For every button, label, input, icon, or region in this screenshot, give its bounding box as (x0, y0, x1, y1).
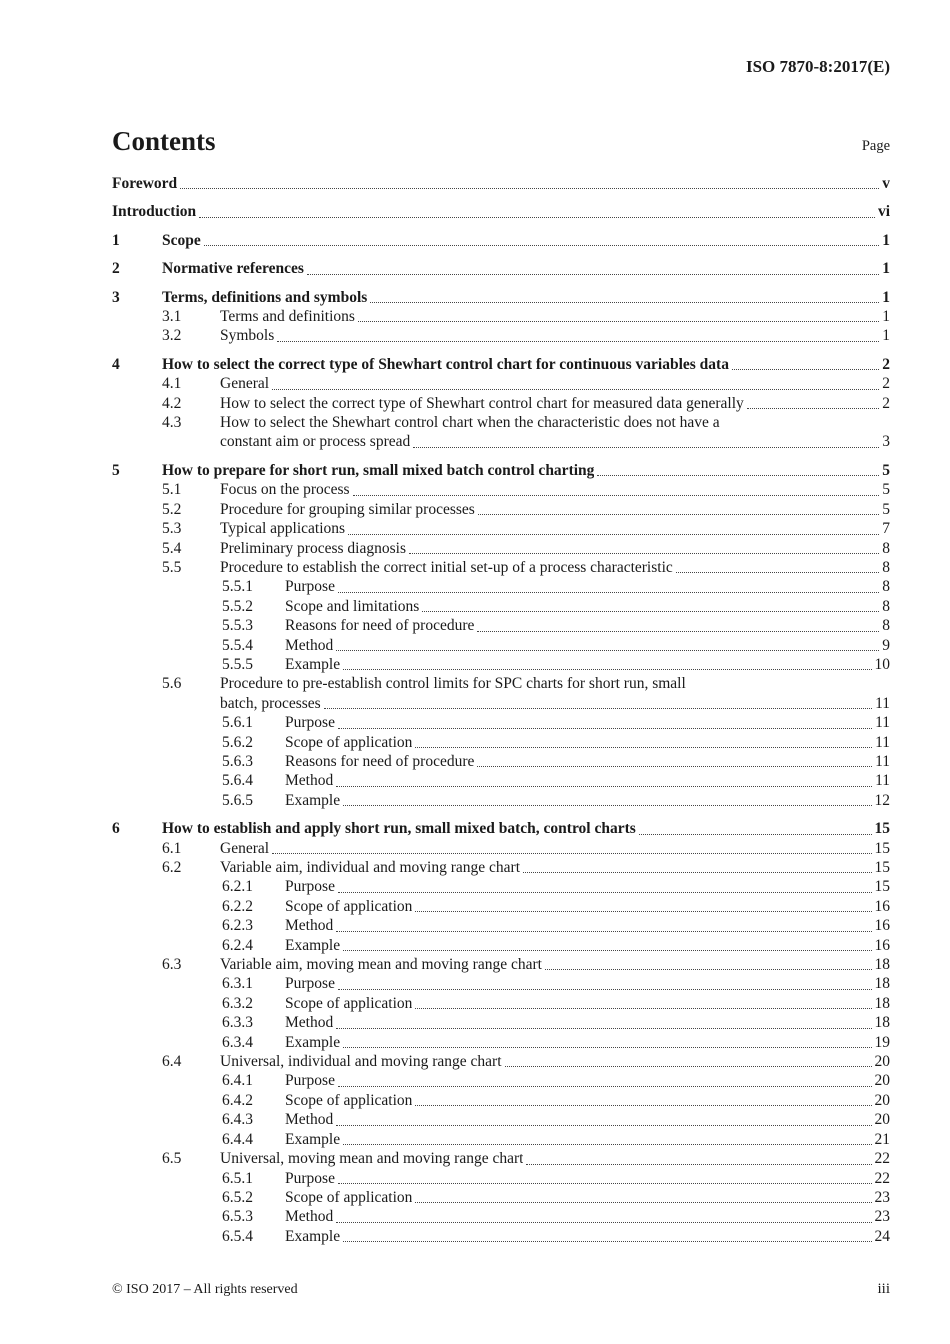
toc-entry-page: 12 (874, 791, 890, 809)
page-column-label: Page (861, 138, 890, 154)
toc-entry-page: 11 (875, 714, 890, 732)
dot-leader (413, 447, 879, 448)
dot-leader (422, 611, 879, 612)
toc-entry-number: 5.5.5 (222, 655, 253, 673)
toc-entry-number: 5.4 (162, 539, 182, 557)
toc-entry (112, 916, 890, 935)
toc-entry (112, 259, 890, 278)
toc-entry (112, 1130, 890, 1149)
toc-entry-number: 6.3.3 (222, 1014, 253, 1032)
toc-entry (112, 307, 890, 326)
toc-entry-page: 2 (882, 375, 890, 393)
dot-leader (338, 728, 872, 729)
toc-entry-number: 6.1 (162, 839, 182, 857)
toc-entry (112, 519, 890, 538)
toc-entry-number: 5.5 (162, 558, 182, 576)
toc-entry-number: 5.6.4 (222, 772, 253, 790)
toc-entry-title: Purpose (285, 975, 335, 993)
toc-entry-title: Reasons for need of procedure (285, 752, 475, 770)
toc-entry-number: 6.3 (162, 956, 182, 974)
toc-entry (112, 1052, 890, 1071)
toc-entry-page: 5 (882, 500, 890, 518)
dot-leader (336, 931, 871, 932)
toc-entry (112, 413, 890, 432)
toc-entry (112, 326, 890, 345)
toc-entry (112, 771, 890, 790)
toc-entry (112, 558, 890, 577)
dot-leader (343, 669, 871, 670)
toc-entry-number: 6.3.1 (222, 975, 253, 993)
toc-entry-title: How to select the Shewhart control chart when the characteristic does not have a (220, 414, 720, 432)
dot-leader (415, 1202, 871, 1203)
dot-leader (272, 853, 871, 854)
page-footer (112, 1281, 890, 1298)
toc-entry-page: 21 (874, 1130, 890, 1148)
toc-list (112, 174, 890, 1246)
toc-entry (112, 461, 890, 480)
toc-entry-page: 19 (874, 1033, 890, 1051)
toc-entry-title: Foreword (112, 175, 178, 192)
toc-entry-page: 1 (882, 327, 890, 345)
toc-entry-title: Method (285, 1111, 334, 1129)
toc-entry-number: 5.3 (162, 520, 182, 538)
toc-entry (112, 202, 890, 221)
dot-leader (336, 1222, 871, 1223)
toc-entry (112, 819, 890, 838)
toc-entry (112, 394, 890, 413)
toc-entry (112, 1227, 890, 1246)
contents-header (112, 125, 890, 157)
toc-entry-number: 5 (112, 461, 120, 479)
toc-entry-title: Scope of application (285, 1188, 413, 1206)
toc-entry-title: Example (285, 791, 341, 809)
dot-leader (272, 389, 879, 390)
dot-leader (747, 408, 879, 409)
toc-entry-title: Terms, definitions and symbols (162, 288, 368, 306)
dot-leader (338, 892, 872, 893)
toc-entry-title: How to select the correct type of Shewhart control chart for continuous variables data (162, 355, 729, 373)
toc-entry (112, 577, 890, 596)
toc-entry-title: Example (285, 1227, 341, 1245)
toc-entry-page: 8 (882, 597, 890, 615)
toc-entry-page: 15 (874, 859, 890, 876)
toc-entry-page: 11 (875, 733, 890, 751)
toc-entry (112, 994, 890, 1013)
dot-leader (732, 369, 879, 370)
dot-leader (477, 631, 879, 632)
toc-entry (112, 1169, 890, 1188)
toc-entry-number: 4.2 (162, 394, 182, 412)
toc-entry (112, 355, 890, 374)
dot-leader (523, 872, 871, 873)
toc-entry-title: Scope (162, 231, 201, 249)
toc-entry (112, 791, 890, 810)
toc-entry-title: How to prepare for short run, small mixed batch control charting (162, 461, 595, 479)
dot-leader (343, 805, 871, 806)
toc-entry-title: Introduction (112, 203, 197, 221)
toc-entry-title: Variable aim, individual and moving range chart (220, 859, 521, 876)
toc-entry-number: 3.2 (162, 327, 182, 345)
dot-leader (505, 1066, 872, 1067)
dot-leader (204, 245, 880, 246)
toc-entry-page: 15 (874, 820, 890, 838)
toc-entry (112, 858, 890, 877)
toc-entry-page: 8 (882, 558, 890, 576)
toc-entry (112, 500, 890, 519)
dot-leader (478, 514, 879, 515)
toc-entry (112, 655, 890, 674)
toc-entry-page: 1 (882, 231, 890, 249)
toc-entry (112, 877, 890, 896)
toc-entry-page: 23 (874, 1208, 890, 1226)
dot-leader (415, 1105, 871, 1106)
toc-entry-title: Purpose (285, 714, 335, 732)
toc-entry-title: Typical applications (220, 520, 346, 538)
toc-entry-title: Variable aim, moving mean and moving range chart (220, 956, 542, 974)
toc-entry-number: 6.5.4 (222, 1227, 253, 1245)
dot-leader (336, 786, 872, 787)
toc-entry-page: 11 (875, 694, 890, 712)
toc-entry-title: Method (285, 1208, 334, 1226)
dot-leader (338, 1086, 872, 1087)
toc-entry (112, 713, 890, 732)
toc-entry-number: 5.6.1 (222, 714, 253, 732)
dot-leader (338, 1183, 872, 1184)
toc-entry-page: 18 (874, 956, 890, 974)
toc-entry-page: 5 (882, 481, 890, 499)
toc-entry (112, 174, 890, 193)
toc-entry-title: Terms and definitions (220, 308, 355, 326)
toc-entry-number: 5.6.3 (222, 752, 253, 770)
toc-entry-page: 20 (874, 1072, 890, 1090)
toc-entry-page: 8 (882, 578, 890, 596)
toc-entry-title: How to select the correct type of Shewhart control chart for measured data generally (220, 394, 744, 412)
dot-leader (676, 572, 879, 573)
toc-entry-title: Symbols (220, 327, 275, 345)
toc-entry (112, 955, 890, 974)
toc-entry-number: 5.5.3 (222, 617, 253, 635)
dot-leader (307, 274, 879, 275)
toc-entry-number: 6.2.1 (222, 878, 253, 896)
toc-entry-number: 6.5.1 (222, 1169, 253, 1187)
dot-leader (277, 341, 879, 342)
toc-entry-page: 23 (874, 1188, 890, 1206)
toc-entry-title: Purpose (285, 1169, 335, 1187)
toc-entry-number: 3 (112, 288, 120, 306)
toc-entry-page: vi (877, 203, 890, 221)
toc-entry-title: Example (285, 936, 341, 954)
toc-entry-title: Focus on the process (220, 481, 350, 499)
toc-entry-page: 24 (874, 1227, 890, 1245)
dot-leader (415, 911, 871, 912)
toc-entry-page: 18 (874, 975, 890, 993)
toc-entry-number: 6 (112, 820, 120, 838)
toc-entry-title: Scope of application (285, 1091, 413, 1109)
toc-entry (112, 1033, 890, 1052)
dot-leader (597, 475, 879, 476)
toc-entry-number: 5.5.1 (222, 578, 253, 596)
toc-entry-number: 5.2 (162, 500, 182, 518)
toc-entry-number: 1 (112, 231, 120, 249)
toc-entry-title: constant aim or process spread (220, 433, 411, 451)
toc-entry (112, 752, 890, 771)
toc-entry (112, 974, 890, 993)
toc-entry-number: 4 (112, 355, 120, 373)
dot-leader (348, 534, 879, 535)
toc-entry-title: Purpose (285, 578, 335, 596)
toc-entry-page: 8 (882, 539, 890, 557)
dot-leader (336, 1028, 871, 1029)
toc-entry-page: 11 (875, 752, 890, 770)
toc-entry-title: Purpose (285, 1072, 335, 1090)
toc-entry-number: 5.6 (162, 675, 182, 693)
toc-entry (112, 733, 890, 752)
toc-entry (112, 539, 890, 558)
toc-entry-page: 16 (874, 917, 890, 935)
toc-entry-number: 4.1 (162, 375, 182, 393)
toc-entry-page: 3 (882, 433, 890, 451)
toc-entry-number: 2 (112, 260, 120, 278)
toc-entry-page: 20 (874, 1091, 890, 1109)
toc-entry (112, 480, 890, 499)
toc-entry-page: 8 (882, 617, 890, 635)
toc-entry-page: 1 (882, 260, 890, 278)
toc-entry (112, 1149, 890, 1168)
toc-entry (112, 1188, 890, 1207)
dot-leader (343, 1047, 871, 1048)
toc-entry-title: Scope of application (285, 897, 413, 915)
toc-entry-number: 5.1 (162, 481, 182, 499)
dot-leader (336, 1125, 871, 1126)
toc-entry-number: 6.2 (162, 859, 182, 876)
dot-leader (639, 834, 872, 835)
toc-entry-title: Scope and limitations (285, 597, 420, 615)
dot-leader (199, 217, 875, 218)
dot-leader (336, 650, 879, 651)
toc-entry-page: 5 (882, 461, 890, 479)
dot-leader (545, 969, 872, 970)
dot-leader (415, 1008, 871, 1009)
toc-entry-continuation (112, 432, 890, 451)
toc-entry-title: Preliminary process diagnosis (220, 539, 406, 557)
toc-entry-number: 6.4 (162, 1053, 182, 1071)
toc-entry (112, 231, 890, 250)
toc-entry (112, 897, 890, 916)
toc-entry-number: 6.4.3 (222, 1111, 253, 1129)
toc-entry-number: 6.2.2 (222, 897, 253, 915)
folio-page-number: iii (877, 1281, 890, 1297)
toc-entry (112, 1091, 890, 1110)
dot-leader (343, 1144, 871, 1145)
dot-leader (358, 321, 879, 322)
toc-entry-title: Procedure for grouping similar processes (220, 500, 475, 518)
toc-entry-title: Normative references (162, 260, 304, 278)
toc-entry-continuation (112, 694, 890, 713)
toc-entry-title: Reasons for need of procedure (285, 617, 475, 635)
toc-entry-number: 6.5.2 (222, 1188, 253, 1206)
toc-entry-title: Example (285, 1033, 341, 1051)
toc-entry-page: 20 (874, 1111, 890, 1129)
toc-entry-title: Method (285, 1014, 334, 1032)
dot-leader (370, 302, 879, 303)
dot-leader (526, 1164, 871, 1165)
toc-entry (112, 1110, 890, 1129)
toc-entry-page: 22 (874, 1150, 890, 1168)
toc-entry-page: 20 (874, 1053, 890, 1071)
toc-entry-number: 5.5.4 (222, 636, 253, 654)
toc-entry-page: 18 (874, 994, 890, 1012)
toc-entry-number: 5.5.2 (222, 597, 253, 615)
toc-entry-page: 18 (874, 1014, 890, 1032)
toc-entry-title: Universal, moving mean and moving range chart (220, 1150, 524, 1168)
toc-entry-number: 6.4.1 (222, 1072, 253, 1090)
toc-entry (112, 374, 890, 393)
toc-entry-number: 5.6.2 (222, 733, 253, 751)
toc-entry (112, 288, 890, 307)
toc-entry-title: Procedure to pre-establish control limits for SPC charts for short run, small (220, 675, 686, 693)
toc-entry-number: 6.2.4 (222, 936, 253, 954)
copyright-notice: © ISO 2017 – All rights reserved (112, 1282, 298, 1297)
toc-entry-number: 6.4.2 (222, 1091, 253, 1109)
toc-entry-title: Purpose (285, 878, 335, 896)
toc-entry-number: 6.3.2 (222, 994, 253, 1012)
dot-leader (415, 747, 872, 748)
toc-entry-number: 6.3.4 (222, 1033, 253, 1051)
page-title: Contents (112, 126, 216, 156)
toc-entry-number: 6.5.3 (222, 1208, 253, 1226)
toc-entry-title: Procedure to establish the correct initial set-up of a process characteristic (220, 558, 673, 576)
toc-entry-page: 1 (882, 288, 890, 306)
document-reference: ISO 7870-8:2017(E) (745, 57, 890, 76)
toc-entry (112, 839, 890, 858)
toc-entry-title: Example (285, 1130, 341, 1148)
toc-entry-number: 6.5 (162, 1150, 182, 1168)
toc-entry-number: 6.4.4 (222, 1130, 253, 1148)
toc-entry-page: 7 (882, 520, 890, 538)
dot-leader (324, 708, 872, 709)
toc-entry-title: Universal, individual and moving range chart (220, 1053, 502, 1071)
dot-leader (353, 495, 880, 496)
toc-entry-title: Method (285, 636, 334, 654)
toc-entry-number: 6.2.3 (222, 917, 253, 935)
toc-entry-page: 15 (874, 878, 890, 896)
dot-leader (338, 989, 872, 990)
toc-entry-title: General (220, 839, 270, 857)
toc-entry-title: Scope of application (285, 994, 413, 1012)
dot-leader (477, 766, 872, 767)
toc-entry-title: General (220, 375, 270, 393)
toc-entry-page: 1 (882, 308, 890, 326)
toc-entry-page: 16 (874, 897, 890, 915)
toc-entry-title: batch, processes (220, 694, 321, 712)
toc-entry-title: How to establish and apply short run, small mixed batch, control charts (162, 820, 636, 838)
toc-entry-page: 2 (882, 355, 890, 373)
toc-entry-page: 15 (874, 839, 890, 857)
toc-entry (112, 1071, 890, 1090)
toc-entry (112, 1013, 890, 1032)
toc-entry (112, 636, 890, 655)
toc-entry-page: 2 (882, 394, 890, 412)
document-page (112, 0, 890, 1246)
dot-leader (338, 592, 879, 593)
toc-entry-title: Example (285, 655, 341, 673)
toc-entry-title: Method (285, 772, 334, 790)
toc-entry-page: 11 (875, 772, 890, 790)
toc-entry (112, 616, 890, 635)
dot-leader (409, 553, 879, 554)
toc-entry-number: 4.3 (162, 414, 182, 432)
toc-entry (112, 1207, 890, 1226)
toc-entry-page: v (882, 175, 890, 192)
toc-entry-number: 5.6.5 (222, 791, 253, 809)
toc-entry-page: 9 (882, 636, 890, 654)
toc-entry-page: 10 (874, 655, 890, 673)
toc-entry-page: 16 (874, 936, 890, 954)
dot-leader (180, 188, 879, 189)
toc-entry (112, 936, 890, 955)
dot-leader (343, 1241, 871, 1242)
toc-entry (112, 597, 890, 616)
toc-entry-page: 22 (874, 1169, 890, 1187)
toc-entry-title: Scope of application (285, 733, 413, 751)
toc-entry (112, 674, 890, 693)
toc-entry-number: 3.1 (162, 308, 182, 326)
toc-entry-title: Method (285, 917, 334, 935)
dot-leader (343, 950, 871, 951)
